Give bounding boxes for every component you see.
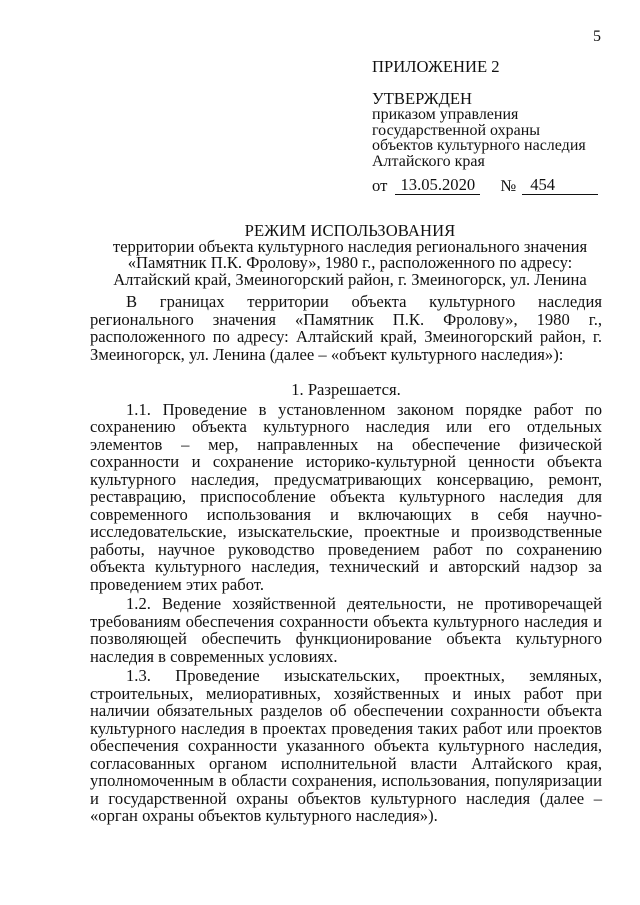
number-prefix: № <box>500 176 517 195</box>
heading-subtitle-line: территории объекта культурного наследия регионального значения <box>112 237 588 256</box>
approval-block <box>372 57 612 195</box>
appendix-label: ПРИЛОЖЕНИЕ 2 <box>372 57 500 76</box>
approved-label: УТВЕРЖДЕН <box>372 89 473 108</box>
heading-subtitle-line: Алтайский край, Змеиногорский район, г. Змеиногорск, ул. Ленина <box>113 269 587 289</box>
approval-line: государственной охраны <box>372 121 541 139</box>
approval-line: приказом управления <box>372 106 519 123</box>
approval-line: объектов культурного наследия <box>372 137 586 154</box>
item-1-2: 1.2. Ведение хозяйственной деятельности, не противоречащей требованиям обеспечения сохранности объекта культурного наследия и позволяющей обеспечить функционирование объекта культурного наследия в современных условиях. <box>90 594 602 666</box>
order-date: 13.05.2020 <box>395 176 480 195</box>
order-date-number <box>372 175 612 195</box>
approval-line: Алтайского края <box>372 152 485 170</box>
document-body <box>90 293 602 825</box>
document-heading <box>90 222 610 288</box>
item-1-1: 1.1. Проведение в установленном законом порядке работ по сохранению объекта культурного наследия или его отдельных элементов – мер, направленных на обеспечение физической сохранности и сохранение историко-культурной ценности объекта культурного наследия, предусматривающих консервацию, ремонт, реставрацию, приспособление объекта культурного наследия для современного использования и включающих в себя научно-исследовательские, изыскательские, проектные и производственные работы, научное руководство проведением работ по сохранению объекта культурного наследия, технический и авторский надзор за проведением этих работ. <box>90 399 602 594</box>
order-number: 454 <box>522 176 598 195</box>
item-1-3: 1.3. Проведение изыскательских, проектных, земляных, строительных, мелиоративных, хозяйственных и иных работ при наличии обязательных разделов об обеспечении сохранности объекта культурного наследия в проектах проведения таких работ или проектов обеспечения сохранности указанного объекта культурного наследия, согласованных органом исполнительной власти Алтайского края, уполномоченным в области сохранения, использования, популяризации и государственной охраны объектов культурного наследия (далее – «орган охраны объектов культурного наследия»). <box>90 666 602 825</box>
heading-subtitle-line: «Памятник П.К. Фролову», 1980 г., расположенного по адресу: <box>127 253 573 273</box>
document-title: РЕЖИМ ИСПОЛЬЗОВАНИЯ <box>244 221 456 240</box>
page-number: 5 <box>593 28 601 45</box>
date-prefix: от <box>372 176 388 195</box>
intro-paragraph: В границах территории объекта культурного наследия регионального значения «Памятник П.К. Фролову», 1980 г., расположенного по адресу: Алтайский край, Змеиногорский район, г. Змеиногорск, ул. Ленина (далее – «объект культурного наследия»): <box>90 292 602 364</box>
section-1-title: 1. Разрешается. <box>291 380 401 399</box>
